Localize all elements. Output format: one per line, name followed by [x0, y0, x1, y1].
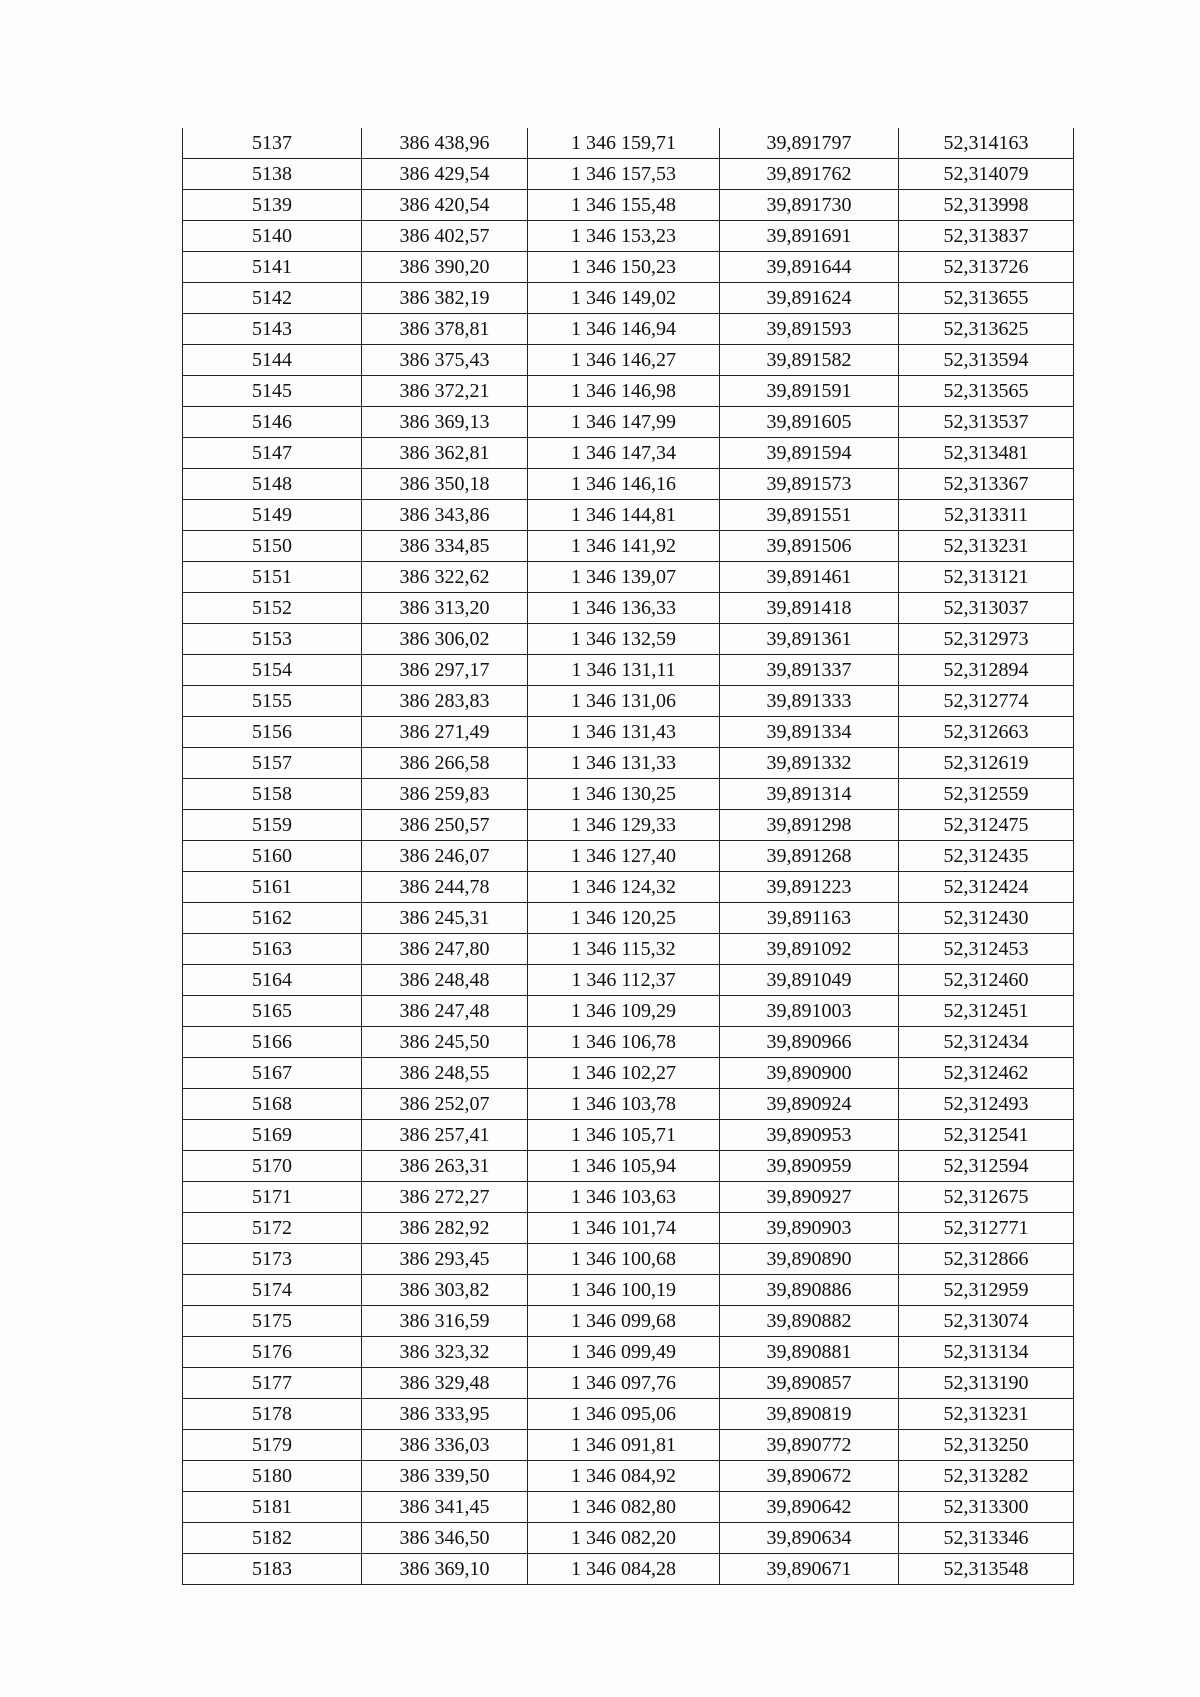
table-row	[183, 872, 1074, 903]
table-row	[183, 128, 1074, 159]
y-coordinate-cell: 1 346 103,78	[528, 1089, 720, 1120]
table-row	[183, 531, 1074, 562]
table-row	[183, 779, 1074, 810]
x-coordinate-cell: 386 372,21	[362, 376, 528, 407]
y-coordinate-cell: 1 346 115,32	[528, 934, 720, 965]
longitude-cell: 39,890966	[720, 1027, 899, 1058]
x-coordinate-cell: 386 333,95	[362, 1399, 528, 1430]
point-number-cell: 5145	[183, 376, 362, 407]
latitude-cell: 52,312866	[899, 1244, 1074, 1275]
table-row	[183, 438, 1074, 469]
latitude-cell: 52,312453	[899, 934, 1074, 965]
longitude-cell: 39,891298	[720, 810, 899, 841]
point-number-cell: 5176	[183, 1337, 362, 1368]
latitude-cell: 52,312424	[899, 872, 1074, 903]
y-coordinate-cell: 1 346 091,81	[528, 1430, 720, 1461]
y-coordinate-cell: 1 346 082,80	[528, 1492, 720, 1523]
table-row	[183, 810, 1074, 841]
longitude-cell: 39,891762	[720, 159, 899, 190]
point-number-cell: 5154	[183, 655, 362, 686]
latitude-cell: 52,312675	[899, 1182, 1074, 1213]
x-coordinate-cell: 386 375,43	[362, 345, 528, 376]
y-coordinate-cell: 1 346 101,74	[528, 1213, 720, 1244]
x-coordinate-cell: 386 382,19	[362, 283, 528, 314]
latitude-cell: 52,313311	[899, 500, 1074, 531]
point-number-cell: 5159	[183, 810, 362, 841]
y-coordinate-cell: 1 346 084,28	[528, 1554, 720, 1585]
latitude-cell: 52,314079	[899, 159, 1074, 190]
table-row	[183, 1430, 1074, 1461]
y-coordinate-cell: 1 346 150,23	[528, 252, 720, 283]
latitude-cell: 52,313367	[899, 469, 1074, 500]
table-row	[183, 221, 1074, 252]
longitude-cell: 39,891461	[720, 562, 899, 593]
x-coordinate-cell: 386 362,81	[362, 438, 528, 469]
longitude-cell: 39,890890	[720, 1244, 899, 1275]
table-row	[183, 1244, 1074, 1275]
latitude-cell: 52,313625	[899, 314, 1074, 345]
longitude-cell: 39,890903	[720, 1213, 899, 1244]
latitude-cell: 52,314163	[899, 128, 1074, 159]
x-coordinate-cell: 386 341,45	[362, 1492, 528, 1523]
y-coordinate-cell: 1 346 102,27	[528, 1058, 720, 1089]
longitude-cell: 39,891092	[720, 934, 899, 965]
point-number-cell: 5180	[183, 1461, 362, 1492]
point-number-cell: 5181	[183, 1492, 362, 1523]
table-row	[183, 1368, 1074, 1399]
y-coordinate-cell: 1 346 146,94	[528, 314, 720, 345]
latitude-cell: 52,312594	[899, 1151, 1074, 1182]
point-number-cell: 5164	[183, 965, 362, 996]
longitude-cell: 39,891730	[720, 190, 899, 221]
table-row	[183, 283, 1074, 314]
y-coordinate-cell: 1 346 127,40	[528, 841, 720, 872]
longitude-cell: 39,890900	[720, 1058, 899, 1089]
latitude-cell: 52,313037	[899, 593, 1074, 624]
x-coordinate-cell: 386 244,78	[362, 872, 528, 903]
table-row	[183, 655, 1074, 686]
x-coordinate-cell: 386 272,27	[362, 1182, 528, 1213]
x-coordinate-cell: 386 429,54	[362, 159, 528, 190]
point-number-cell: 5149	[183, 500, 362, 531]
point-number-cell: 5160	[183, 841, 362, 872]
longitude-cell: 39,891573	[720, 469, 899, 500]
table-row	[183, 748, 1074, 779]
longitude-cell: 39,891332	[720, 748, 899, 779]
latitude-cell: 52,313548	[899, 1554, 1074, 1585]
latitude-cell: 52,312462	[899, 1058, 1074, 1089]
point-number-cell: 5146	[183, 407, 362, 438]
table-row	[183, 996, 1074, 1027]
x-coordinate-cell: 386 329,48	[362, 1368, 528, 1399]
x-coordinate-cell: 386 313,20	[362, 593, 528, 624]
y-coordinate-cell: 1 346 095,06	[528, 1399, 720, 1430]
table-row	[183, 593, 1074, 624]
x-coordinate-cell: 386 350,18	[362, 469, 528, 500]
table-row	[183, 965, 1074, 996]
x-coordinate-cell: 386 369,13	[362, 407, 528, 438]
table-row	[183, 1461, 1074, 1492]
y-coordinate-cell: 1 346 097,76	[528, 1368, 720, 1399]
y-coordinate-cell: 1 346 147,34	[528, 438, 720, 469]
table-row	[183, 1089, 1074, 1120]
y-coordinate-cell: 1 346 141,92	[528, 531, 720, 562]
y-coordinate-cell: 1 346 157,53	[528, 159, 720, 190]
latitude-cell: 52,312771	[899, 1213, 1074, 1244]
y-coordinate-cell: 1 346 109,29	[528, 996, 720, 1027]
table-row	[183, 1337, 1074, 1368]
table-row	[183, 562, 1074, 593]
table-row	[183, 1151, 1074, 1182]
latitude-cell: 52,313998	[899, 190, 1074, 221]
point-number-cell: 5143	[183, 314, 362, 345]
table-row	[183, 717, 1074, 748]
x-coordinate-cell: 386 303,82	[362, 1275, 528, 1306]
y-coordinate-cell: 1 346 144,81	[528, 500, 720, 531]
longitude-cell: 39,891594	[720, 438, 899, 469]
x-coordinate-cell: 386 283,83	[362, 686, 528, 717]
x-coordinate-cell: 386 369,10	[362, 1554, 528, 1585]
y-coordinate-cell: 1 346 136,33	[528, 593, 720, 624]
longitude-cell: 39,891582	[720, 345, 899, 376]
x-coordinate-cell: 386 247,48	[362, 996, 528, 1027]
point-number-cell: 5175	[183, 1306, 362, 1337]
table-row	[183, 1213, 1074, 1244]
point-number-cell: 5165	[183, 996, 362, 1027]
table-row	[183, 1120, 1074, 1151]
table-row	[183, 903, 1074, 934]
x-coordinate-cell: 386 252,07	[362, 1089, 528, 1120]
x-coordinate-cell: 386 390,20	[362, 252, 528, 283]
point-number-cell: 5157	[183, 748, 362, 779]
point-number-cell: 5162	[183, 903, 362, 934]
point-number-cell: 5182	[183, 1523, 362, 1554]
y-coordinate-cell: 1 346 120,25	[528, 903, 720, 934]
x-coordinate-cell: 386 316,59	[362, 1306, 528, 1337]
point-number-cell: 5156	[183, 717, 362, 748]
x-coordinate-cell: 386 336,03	[362, 1430, 528, 1461]
latitude-cell: 52,312973	[899, 624, 1074, 655]
longitude-cell: 39,890672	[720, 1461, 899, 1492]
x-coordinate-cell: 386 297,17	[362, 655, 528, 686]
y-coordinate-cell: 1 346 146,98	[528, 376, 720, 407]
table-row	[183, 1399, 1074, 1430]
y-coordinate-cell: 1 346 146,16	[528, 469, 720, 500]
x-coordinate-cell: 386 322,62	[362, 562, 528, 593]
table-row	[183, 252, 1074, 283]
point-number-cell: 5174	[183, 1275, 362, 1306]
latitude-cell: 52,313594	[899, 345, 1074, 376]
table-row	[183, 1306, 1074, 1337]
longitude-cell: 39,891551	[720, 500, 899, 531]
x-coordinate-cell: 386 245,31	[362, 903, 528, 934]
latitude-cell: 52,313565	[899, 376, 1074, 407]
latitude-cell: 52,312435	[899, 841, 1074, 872]
longitude-cell: 39,890772	[720, 1430, 899, 1461]
point-number-cell: 5139	[183, 190, 362, 221]
x-coordinate-cell: 386 247,80	[362, 934, 528, 965]
y-coordinate-cell: 1 346 131,11	[528, 655, 720, 686]
latitude-cell: 52,313231	[899, 1399, 1074, 1430]
longitude-cell: 39,891506	[720, 531, 899, 562]
x-coordinate-cell: 386 334,85	[362, 531, 528, 562]
x-coordinate-cell: 386 306,02	[362, 624, 528, 655]
longitude-cell: 39,890959	[720, 1151, 899, 1182]
x-coordinate-cell: 386 257,41	[362, 1120, 528, 1151]
latitude-cell: 52,313231	[899, 531, 1074, 562]
latitude-cell: 52,313481	[899, 438, 1074, 469]
x-coordinate-cell: 386 250,57	[362, 810, 528, 841]
longitude-cell: 39,890927	[720, 1182, 899, 1213]
point-number-cell: 5158	[183, 779, 362, 810]
longitude-cell: 39,891163	[720, 903, 899, 934]
latitude-cell: 52,312663	[899, 717, 1074, 748]
table-row	[183, 624, 1074, 655]
point-number-cell: 5170	[183, 1151, 362, 1182]
x-coordinate-cell: 386 438,96	[362, 128, 528, 159]
latitude-cell: 52,313346	[899, 1523, 1074, 1554]
table-row	[183, 314, 1074, 345]
y-coordinate-cell: 1 346 155,48	[528, 190, 720, 221]
latitude-cell: 52,313837	[899, 221, 1074, 252]
table-row	[183, 1058, 1074, 1089]
latitude-cell: 52,313537	[899, 407, 1074, 438]
y-coordinate-cell: 1 346 103,63	[528, 1182, 720, 1213]
x-coordinate-cell: 386 245,50	[362, 1027, 528, 1058]
longitude-cell: 39,890857	[720, 1368, 899, 1399]
point-number-cell: 5141	[183, 252, 362, 283]
y-coordinate-cell: 1 346 129,33	[528, 810, 720, 841]
latitude-cell: 52,312959	[899, 1275, 1074, 1306]
point-number-cell: 5179	[183, 1430, 362, 1461]
table-row	[183, 1182, 1074, 1213]
point-number-cell: 5148	[183, 469, 362, 500]
longitude-cell: 39,891797	[720, 128, 899, 159]
latitude-cell: 52,313074	[899, 1306, 1074, 1337]
y-coordinate-cell: 1 346 159,71	[528, 128, 720, 159]
longitude-cell: 39,891314	[720, 779, 899, 810]
y-coordinate-cell: 1 346 082,20	[528, 1523, 720, 1554]
point-number-cell: 5153	[183, 624, 362, 655]
y-coordinate-cell: 1 346 099,68	[528, 1306, 720, 1337]
x-coordinate-cell: 386 378,81	[362, 314, 528, 345]
table-row	[183, 1027, 1074, 1058]
table-row	[183, 686, 1074, 717]
latitude-cell: 52,312774	[899, 686, 1074, 717]
longitude-cell: 39,890882	[720, 1306, 899, 1337]
y-coordinate-cell: 1 346 147,99	[528, 407, 720, 438]
point-number-cell: 5183	[183, 1554, 362, 1585]
table-row	[183, 159, 1074, 190]
x-coordinate-cell: 386 420,54	[362, 190, 528, 221]
longitude-cell: 39,891333	[720, 686, 899, 717]
longitude-cell: 39,891049	[720, 965, 899, 996]
point-number-cell: 5144	[183, 345, 362, 376]
longitude-cell: 39,891337	[720, 655, 899, 686]
y-coordinate-cell: 1 346 100,19	[528, 1275, 720, 1306]
point-number-cell: 5155	[183, 686, 362, 717]
point-number-cell: 5142	[183, 283, 362, 314]
table-row	[183, 1492, 1074, 1523]
x-coordinate-cell: 386 339,50	[362, 1461, 528, 1492]
point-number-cell: 5169	[183, 1120, 362, 1151]
point-number-cell: 5150	[183, 531, 362, 562]
x-coordinate-cell: 386 246,07	[362, 841, 528, 872]
x-coordinate-cell: 386 293,45	[362, 1244, 528, 1275]
point-number-cell: 5152	[183, 593, 362, 624]
x-coordinate-cell: 386 263,31	[362, 1151, 528, 1182]
latitude-cell: 52,312493	[899, 1089, 1074, 1120]
table-row	[183, 1523, 1074, 1554]
longitude-cell: 39,891605	[720, 407, 899, 438]
longitude-cell: 39,891644	[720, 252, 899, 283]
latitude-cell: 52,313121	[899, 562, 1074, 593]
longitude-cell: 39,891361	[720, 624, 899, 655]
x-coordinate-cell: 386 271,49	[362, 717, 528, 748]
latitude-cell: 52,313134	[899, 1337, 1074, 1368]
y-coordinate-cell: 1 346 149,02	[528, 283, 720, 314]
x-coordinate-cell: 386 282,92	[362, 1213, 528, 1244]
table-row	[183, 1275, 1074, 1306]
y-coordinate-cell: 1 346 146,27	[528, 345, 720, 376]
y-coordinate-cell: 1 346 130,25	[528, 779, 720, 810]
point-number-cell: 5178	[183, 1399, 362, 1430]
y-coordinate-cell: 1 346 139,07	[528, 562, 720, 593]
table-row	[183, 934, 1074, 965]
longitude-cell: 39,890642	[720, 1492, 899, 1523]
longitude-cell: 39,891418	[720, 593, 899, 624]
y-coordinate-cell: 1 346 131,43	[528, 717, 720, 748]
table-row	[183, 376, 1074, 407]
latitude-cell: 52,312541	[899, 1120, 1074, 1151]
point-number-cell: 5163	[183, 934, 362, 965]
y-coordinate-cell: 1 346 105,94	[528, 1151, 720, 1182]
point-number-cell: 5171	[183, 1182, 362, 1213]
latitude-cell: 52,312434	[899, 1027, 1074, 1058]
longitude-cell: 39,891591	[720, 376, 899, 407]
latitude-cell: 52,312451	[899, 996, 1074, 1027]
point-number-cell: 5151	[183, 562, 362, 593]
point-number-cell: 5172	[183, 1213, 362, 1244]
longitude-cell: 39,890634	[720, 1523, 899, 1554]
point-number-cell: 5166	[183, 1027, 362, 1058]
x-coordinate-cell: 386 346,50	[362, 1523, 528, 1554]
longitude-cell: 39,891003	[720, 996, 899, 1027]
latitude-cell: 52,312475	[899, 810, 1074, 841]
latitude-cell: 52,313655	[899, 283, 1074, 314]
latitude-cell: 52,312460	[899, 965, 1074, 996]
y-coordinate-cell: 1 346 105,71	[528, 1120, 720, 1151]
latitude-cell: 52,313250	[899, 1430, 1074, 1461]
x-coordinate-cell: 386 323,32	[362, 1337, 528, 1368]
x-coordinate-cell: 386 248,48	[362, 965, 528, 996]
y-coordinate-cell: 1 346 112,37	[528, 965, 720, 996]
point-number-cell: 5138	[183, 159, 362, 190]
point-number-cell: 5137	[183, 128, 362, 159]
point-number-cell: 5161	[183, 872, 362, 903]
longitude-cell: 39,891268	[720, 841, 899, 872]
y-coordinate-cell: 1 346 106,78	[528, 1027, 720, 1058]
latitude-cell: 52,312619	[899, 748, 1074, 779]
y-coordinate-cell: 1 346 084,92	[528, 1461, 720, 1492]
latitude-cell: 52,313190	[899, 1368, 1074, 1399]
latitude-cell: 52,312430	[899, 903, 1074, 934]
point-number-cell: 5173	[183, 1244, 362, 1275]
y-coordinate-cell: 1 346 131,06	[528, 686, 720, 717]
point-number-cell: 5177	[183, 1368, 362, 1399]
longitude-cell: 39,890953	[720, 1120, 899, 1151]
y-coordinate-cell: 1 346 100,68	[528, 1244, 720, 1275]
table-row	[183, 407, 1074, 438]
x-coordinate-cell: 386 266,58	[362, 748, 528, 779]
x-coordinate-cell: 386 248,55	[362, 1058, 528, 1089]
point-number-cell: 5168	[183, 1089, 362, 1120]
longitude-cell: 39,890924	[720, 1089, 899, 1120]
longitude-cell: 39,891624	[720, 283, 899, 314]
coordinates-table	[182, 128, 1074, 1585]
y-coordinate-cell: 1 346 124,32	[528, 872, 720, 903]
table-row	[183, 841, 1074, 872]
y-coordinate-cell: 1 346 153,23	[528, 221, 720, 252]
y-coordinate-cell: 1 346 131,33	[528, 748, 720, 779]
longitude-cell: 39,890881	[720, 1337, 899, 1368]
table-row	[183, 345, 1074, 376]
table-row	[183, 190, 1074, 221]
x-coordinate-cell: 386 259,83	[362, 779, 528, 810]
y-coordinate-cell: 1 346 099,49	[528, 1337, 720, 1368]
longitude-cell: 39,890819	[720, 1399, 899, 1430]
point-number-cell: 5167	[183, 1058, 362, 1089]
longitude-cell: 39,891593	[720, 314, 899, 345]
longitude-cell: 39,891223	[720, 872, 899, 903]
y-coordinate-cell: 1 346 132,59	[528, 624, 720, 655]
longitude-cell: 39,890671	[720, 1554, 899, 1585]
longitude-cell: 39,890886	[720, 1275, 899, 1306]
point-number-cell: 5147	[183, 438, 362, 469]
latitude-cell: 52,312894	[899, 655, 1074, 686]
longitude-cell: 39,891691	[720, 221, 899, 252]
x-coordinate-cell: 386 402,57	[362, 221, 528, 252]
point-number-cell: 5140	[183, 221, 362, 252]
x-coordinate-cell: 386 343,86	[362, 500, 528, 531]
latitude-cell: 52,313726	[899, 252, 1074, 283]
latitude-cell: 52,312559	[899, 779, 1074, 810]
table-row	[183, 500, 1074, 531]
table-row	[183, 469, 1074, 500]
latitude-cell: 52,313282	[899, 1461, 1074, 1492]
coordinates-table-body	[183, 128, 1074, 1585]
latitude-cell: 52,313300	[899, 1492, 1074, 1523]
table-row	[183, 1554, 1074, 1585]
longitude-cell: 39,891334	[720, 717, 899, 748]
